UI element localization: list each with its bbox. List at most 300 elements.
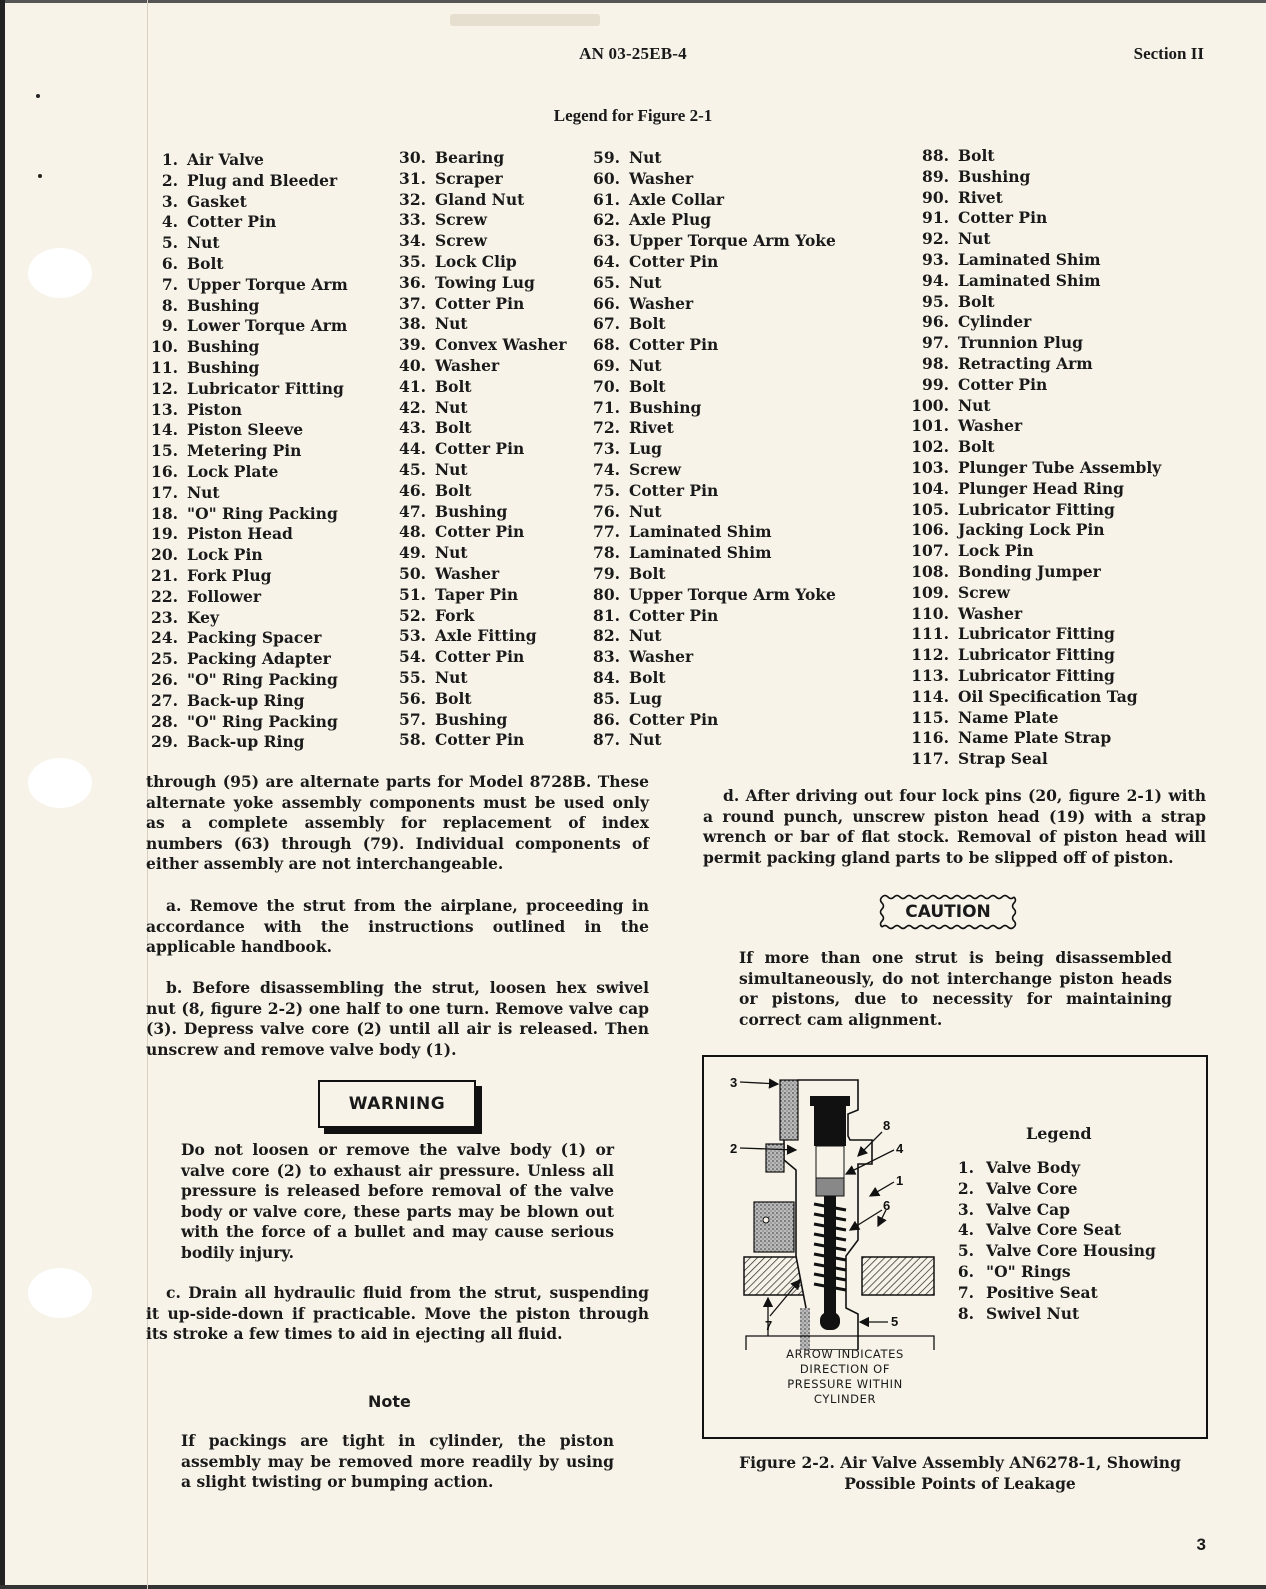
figure-legend-number: 4. (957, 1220, 974, 1240)
legend-item-label: Gasket (187, 191, 247, 211)
figure-legend-item (952, 1304, 1156, 1325)
legend-item (905, 458, 1161, 479)
legend-item (905, 479, 1161, 500)
legend-item-number: 6. (161, 253, 178, 273)
legend-item-number: 47. (399, 501, 426, 521)
figure-legend-item (952, 1220, 1156, 1241)
legend-item (392, 314, 567, 335)
legend-item-number: 16. (151, 461, 178, 481)
legend-item-number: 110. (911, 603, 949, 623)
legend-item (392, 356, 567, 377)
legend-item-label: Bushing (435, 709, 508, 729)
legend-item-number: 93. (922, 249, 949, 269)
legend-item-number: 43. (399, 418, 426, 438)
legend-item (586, 626, 836, 647)
legend-item-label: Follower (187, 586, 261, 606)
legend-item (586, 252, 836, 273)
legend-item-label: Nut (629, 730, 662, 750)
legend-item-number: 90. (922, 187, 949, 207)
legend-item-number: 35. (399, 251, 426, 271)
legend-item-label: Screw (629, 459, 682, 479)
legend-item (905, 208, 1161, 229)
legend-item (392, 626, 567, 647)
legend-item (905, 541, 1161, 562)
legend-item-label: "O" Ring Packing (187, 669, 338, 689)
legend-item-number: 86. (593, 709, 620, 729)
legend-item (586, 169, 836, 190)
legend-item (586, 522, 836, 543)
legend-item-number: 52. (399, 605, 426, 625)
figure-legend-title: Legend (1026, 1124, 1092, 1143)
figure-legend-item (952, 1179, 1156, 1200)
legend-item-label: Bushing (629, 397, 702, 417)
legend-item-number: 117. (911, 749, 949, 769)
legend-item-label: Screw (435, 231, 488, 251)
legend-item-number: 80. (593, 584, 620, 604)
legend-item (392, 502, 567, 523)
legend-item-label: Packing Adapter (187, 649, 331, 669)
legend-item-number: 68. (593, 335, 620, 355)
legend-item-number: 73. (593, 439, 620, 459)
legend-item (392, 210, 567, 231)
legend-item (905, 708, 1161, 729)
legend-item (905, 520, 1161, 541)
legend-item-label: Cotter Pin (629, 709, 719, 729)
legend-item (392, 543, 567, 564)
legend-item-label: Oil Specification Tag (958, 686, 1138, 706)
legend-item-number: 40. (399, 355, 426, 375)
legend-item-number: 32. (399, 189, 426, 209)
legend-item (150, 566, 348, 587)
page-edge-left (0, 0, 5, 1589)
legend-item (586, 585, 836, 606)
legend-item (150, 670, 348, 691)
binder-hole (28, 758, 92, 808)
legend-item-number: 33. (399, 210, 426, 230)
legend-item-number: 3. (161, 191, 178, 211)
figure-legend-label: Valve Core (986, 1178, 1078, 1198)
legend-item (586, 210, 836, 231)
legend-item (905, 312, 1161, 333)
figure-legend-label: Valve Core Housing (986, 1241, 1156, 1261)
legend-item-number: 46. (399, 480, 426, 500)
legend-item (586, 502, 836, 523)
legend-item (586, 460, 836, 481)
legend-item-number: 41. (399, 376, 426, 396)
legend-item (392, 148, 567, 169)
legend-item-number: 104. (911, 478, 949, 498)
legend-item-label: Washer (435, 355, 500, 375)
legend-item (392, 231, 567, 252)
legend-item-number: 107. (911, 541, 949, 561)
legend-item (392, 606, 567, 627)
legend-item-label: Cotter Pin (187, 212, 277, 232)
legend-item-label: Bolt (187, 253, 224, 273)
legend-item (905, 500, 1161, 521)
legend-item (586, 356, 836, 377)
legend-item-number: 77. (593, 522, 620, 542)
figure-legend-item (952, 1283, 1156, 1304)
legend-item-number: 45. (399, 459, 426, 479)
legend-item-number: 56. (399, 688, 426, 708)
legend-item (150, 732, 348, 753)
legend-item-number: 74. (593, 459, 620, 479)
figure-legend-label: "O" Rings (986, 1261, 1071, 1281)
legend-item-label: "O" Ring Packing (187, 503, 338, 523)
legend-item-label: Bolt (629, 376, 666, 396)
legend-item (586, 439, 836, 460)
legend-item (586, 273, 836, 294)
legend-item (150, 379, 348, 400)
legend-item-label: Laminated Shim (629, 543, 772, 563)
legend-item-label: Lock Clip (435, 251, 517, 271)
legend-item (586, 564, 836, 585)
legend-item-label: Cotter Pin (435, 439, 525, 459)
legend-item (586, 543, 836, 564)
legend-item-label: Piston (187, 399, 243, 419)
page-number: 3 (1196, 1535, 1206, 1554)
legend-item (586, 647, 836, 668)
legend-item (586, 398, 836, 419)
legend-item-label: Bushing (187, 295, 260, 315)
legend-item-number: 11. (151, 357, 178, 377)
figure-legend (952, 1158, 1156, 1324)
legend-item-number: 61. (593, 189, 620, 209)
legend-item (392, 564, 567, 585)
legend-item (392, 335, 567, 356)
legend-item-number: 64. (593, 251, 620, 271)
figure-legend-number: 7. (957, 1282, 974, 1302)
legend-item-number: 8. (161, 295, 178, 315)
legend-item-number: 17. (151, 482, 178, 502)
legend-item-label: Bushing (187, 357, 260, 377)
legend-item (150, 171, 348, 192)
legend-item-number: 76. (593, 501, 620, 521)
legend-item (150, 545, 348, 566)
caption-line-1: Figure 2-2. Air Valve Assembly AN6278-1, Showing (739, 1453, 1181, 1472)
legend-item (392, 689, 567, 710)
legend-item-number: 102. (911, 437, 949, 457)
legend-item (905, 167, 1161, 188)
legend-item (392, 585, 567, 606)
legend-item-label: Bolt (435, 418, 472, 438)
legend-item (586, 377, 836, 398)
legend-item (150, 462, 348, 483)
legend-item (392, 730, 567, 751)
legend-item (905, 250, 1161, 271)
legend-item-number: 72. (593, 418, 620, 438)
legend-item-label: Lock Plate (187, 461, 279, 481)
legend-item (150, 691, 348, 712)
legend-item-number: 94. (922, 270, 949, 290)
figure-caption (705, 1452, 1215, 1494)
legend-item-number: 70. (593, 376, 620, 396)
legend-item (586, 148, 836, 169)
legend-item (392, 647, 567, 668)
figure-legend-number: 8. (957, 1303, 974, 1323)
legend-item (586, 710, 836, 731)
legend-item (586, 606, 836, 627)
legend-item-number: 81. (593, 605, 620, 625)
legend-item (905, 624, 1161, 645)
legend-item-number: 101. (911, 416, 949, 436)
legend-item (905, 146, 1161, 167)
figure-legend-label: Valve Body (986, 1158, 1081, 1177)
legend-item-number: 116. (911, 728, 949, 748)
legend-item-label: Bearing (435, 148, 505, 167)
figure-legend-number: 3. (957, 1199, 974, 1219)
callout-2: 2 (730, 1141, 738, 1156)
legend-item-label: Washer (958, 603, 1023, 623)
legend-item (150, 192, 348, 213)
legend-item (150, 524, 348, 545)
legend-item-label: Bushing (187, 337, 260, 357)
legend-item-label: Nut (435, 397, 468, 417)
legend-item (150, 337, 348, 358)
legend-item (586, 730, 836, 751)
legend-item-number: 14. (151, 420, 178, 440)
warning-text: Do not loosen or remove the valve body (1) or valve core (2) to exhaust air pressure. Unless all pressure is released before removal of the valve body or valve core, these parts may be blown out with the force of a bullet and may cause serious bodily injury. (181, 1140, 614, 1262)
caution-box (878, 893, 1018, 931)
legend-item (905, 188, 1161, 209)
step-d (703, 786, 1206, 868)
legend-item-number: 91. (922, 208, 949, 228)
legend-item-number: 26. (151, 669, 178, 689)
legend-item-number: 21. (151, 565, 178, 585)
callout-1: 1 (896, 1173, 904, 1188)
legend-item (392, 169, 567, 190)
continuation-paragraph (146, 772, 649, 875)
legend-item-label: Cotter Pin (629, 251, 719, 271)
legend-item-label: Bolt (958, 291, 995, 311)
legend-item-number: 111. (911, 624, 949, 644)
legend-item (150, 254, 348, 275)
legend-item (150, 628, 348, 649)
legend-item-number: 4. (161, 212, 178, 232)
legend-item (586, 314, 836, 335)
callout-6: 6 (883, 1198, 891, 1213)
legend-item-number: 60. (593, 168, 620, 188)
legend-item-label: Upper Torque Arm Yoke (629, 231, 836, 251)
legend-item-label: Washer (629, 647, 694, 667)
legend-item-label: Bolt (435, 688, 472, 708)
legend-item-number: 82. (593, 626, 620, 646)
caution-label: CAUTION (905, 902, 991, 922)
speck (36, 94, 40, 98)
continuation-text: through (95) are alternate parts for Model 8728B. These alternate yoke assembly components must be used only as a complete assembly for replacement of index numbers (63) through (79). Individual components of either assembly are not interchangeable. (146, 772, 649, 874)
figure-legend-item (952, 1158, 1156, 1179)
legend-item (150, 712, 348, 733)
legend-item (392, 668, 567, 689)
legend-item (150, 608, 348, 629)
legend-item-label: Nut (187, 233, 220, 253)
legend-item-label: Piston Head (187, 524, 293, 544)
legend-item (586, 231, 836, 252)
legend-item (586, 418, 836, 439)
legend-item-label: Washer (629, 293, 694, 313)
legend-item-label: Plunger Head Ring (958, 478, 1125, 498)
legend-item-number: 51. (399, 584, 426, 604)
legend-item-label: Cotter Pin (435, 522, 525, 542)
legend-item-number: 48. (399, 522, 426, 542)
legend-item-label: Lubricator Fitting (958, 624, 1115, 644)
note-text: If packings are tight in cylinder, the piston assembly may be removed more readily by using a slight twisting or bumping action. (181, 1431, 614, 1492)
legend-item-label: Bolt (435, 480, 472, 500)
legend-item-number: 42. (399, 397, 426, 417)
legend-item-label: Nut (958, 395, 991, 415)
legend-item-number: 24. (151, 628, 178, 648)
legend-item-number: 115. (911, 707, 949, 727)
legend-item-number: 20. (151, 545, 178, 565)
note-body (181, 1431, 614, 1493)
legend-item-label: Cotter Pin (435, 647, 525, 667)
legend-item-label: Nut (629, 355, 662, 375)
warning-body (181, 1140, 614, 1264)
step-c (146, 1283, 649, 1345)
legend-item-label: Axle Plug (629, 210, 712, 230)
legend-item (150, 316, 348, 337)
legend-item (392, 252, 567, 273)
legend-item (150, 233, 348, 254)
legend-item-label: Lock Pin (187, 545, 263, 565)
legend-item-label: Air Valve (187, 150, 264, 169)
legend-item (150, 587, 348, 608)
legend-item-number: 83. (593, 647, 620, 667)
legend-item (392, 398, 567, 419)
legend-item-label: Cotter Pin (629, 335, 719, 355)
legend-item-number: 62. (593, 210, 620, 230)
speck (38, 174, 42, 178)
legend-item-label: Back-up Ring (187, 690, 305, 710)
legend-item-label: Upper Torque Arm Yoke (629, 584, 836, 604)
legend-item-number: 55. (399, 667, 426, 687)
legend-item-number: 84. (593, 667, 620, 687)
legend-item-number: 38. (399, 314, 426, 334)
legend-title: Legend for Figure 2-1 (553, 106, 713, 125)
legend-item-number: 99. (922, 374, 949, 394)
legend-item-label: Packing Spacer (187, 628, 322, 648)
legend-item-number: 31. (399, 168, 426, 188)
legend-item-label: Nut (435, 314, 468, 334)
legend-item-number: 65. (593, 272, 620, 292)
legend-column-4 (905, 146, 1161, 770)
legend-column-3 (586, 148, 836, 751)
legend-item-label: Nut (958, 229, 991, 249)
callout-4: 4 (896, 1141, 904, 1156)
legend-item (905, 749, 1161, 770)
legend-item (392, 481, 567, 502)
step-c-text: c. Drain all hydraulic fluid from the strut, suspending it up-side-down if practicable. Move the piston through its stroke a few times to aid in ejecting all fluid. (146, 1283, 649, 1344)
legend-item-label: Plug and Bleeder (187, 170, 338, 190)
legend-item-number: 12. (151, 378, 178, 398)
legend-item-label: Axle Fitting (435, 626, 537, 646)
figure-legend-number: 5. (957, 1241, 974, 1261)
step-b-text: b. Before disassembling the strut, loosen hex swivel nut (8, figure 2-2) one half to one turn. Remove valve cap (3). Depress valve core (2) until all air is released. Then unscrew and remove valve body (1). (146, 978, 649, 1059)
legend-item-number: 7. (161, 274, 178, 294)
legend-item (392, 522, 567, 543)
caption-line-2: Possible Points of Leakage (844, 1474, 1076, 1493)
air-valve-diagram (700, 1060, 940, 1350)
legend-item-label: Bolt (629, 563, 666, 583)
legend-item-label: Lubricator Fitting (958, 665, 1115, 685)
legend-item-label: Back-up Ring (187, 732, 305, 752)
caution-text: If more than one strut is being disassembled simultaneously, do not interchange piston heads or pistons, due to necessity for maintaining correct cam alignment. (739, 948, 1172, 1029)
legend-item-number: 97. (922, 333, 949, 353)
legend-item-label: Lug (629, 688, 663, 708)
legend-item-number: 18. (151, 503, 178, 523)
legend-item-number: 10. (151, 337, 178, 357)
legend-item-number: 75. (593, 480, 620, 500)
legend-item-label: Trunnion Plug (958, 333, 1083, 353)
legend-item-number: 49. (399, 543, 426, 563)
legend-item-label: Screw (435, 210, 488, 230)
arrow-note-line: CYLINDER (813, 1392, 877, 1406)
warning-box: WARNING (318, 1080, 476, 1128)
legend-item-number: 103. (911, 457, 949, 477)
legend-item-label: Taper Pin (435, 584, 519, 604)
section-label: Section II (1133, 44, 1204, 63)
legend-item (392, 377, 567, 398)
legend-item-number: 108. (911, 561, 949, 581)
callout-5: 5 (891, 1314, 899, 1329)
legend-item-label: Jacking Lock Pin (958, 520, 1105, 540)
legend-item-number: 25. (151, 649, 178, 669)
legend-item-label: Axle Collar (629, 189, 725, 209)
figure-legend-item (952, 1241, 1156, 1262)
legend-item-number: 23. (151, 607, 178, 627)
legend-item-label: Lubricator Fitting (187, 378, 344, 398)
legend-item-number: 29. (151, 732, 178, 752)
legend-item-number: 27. (151, 690, 178, 710)
legend-item-number: 63. (593, 231, 620, 251)
legend-item-label: Bonding Jumper (958, 561, 1101, 581)
document-number: AN 03-25EB-4 (579, 44, 687, 63)
legend-item-label: Nut (629, 626, 662, 646)
legend-item (905, 604, 1161, 625)
legend-item (392, 460, 567, 481)
legend-item (150, 649, 348, 670)
legend-item-number: 78. (593, 543, 620, 563)
legend-item (150, 483, 348, 504)
legend-item-label: Piston Sleeve (187, 420, 304, 440)
legend-item-number: 109. (911, 582, 949, 602)
page-edge-bottom (0, 1585, 1266, 1589)
figure-legend-label: Valve Cap (986, 1199, 1071, 1219)
legend-item (905, 229, 1161, 250)
legend-item-label: Nut (435, 459, 468, 479)
legend-item (392, 273, 567, 294)
legend-item-number: 98. (922, 353, 949, 373)
legend-item-label: Cotter Pin (958, 208, 1048, 228)
legend-item-label: Fork Plug (187, 565, 272, 585)
legend-item-label: Bolt (958, 146, 995, 165)
legend-item-label: Laminated Shim (629, 522, 772, 542)
legend-item-label: Bolt (958, 437, 995, 457)
legend-item (905, 645, 1161, 666)
legend-item-label: Metering Pin (187, 441, 302, 461)
legend-item-number: 92. (922, 229, 949, 249)
legend-item (586, 481, 836, 502)
legend-item (905, 396, 1161, 417)
legend-item-number: 30. (399, 148, 426, 167)
legend-item-number: 15. (151, 441, 178, 461)
legend-item (905, 687, 1161, 708)
legend-item (392, 190, 567, 211)
legend-item-label: Washer (958, 416, 1023, 436)
callout-7: 7 (765, 1318, 773, 1333)
legend-item-number: 36. (399, 272, 426, 292)
legend-item (586, 190, 836, 211)
